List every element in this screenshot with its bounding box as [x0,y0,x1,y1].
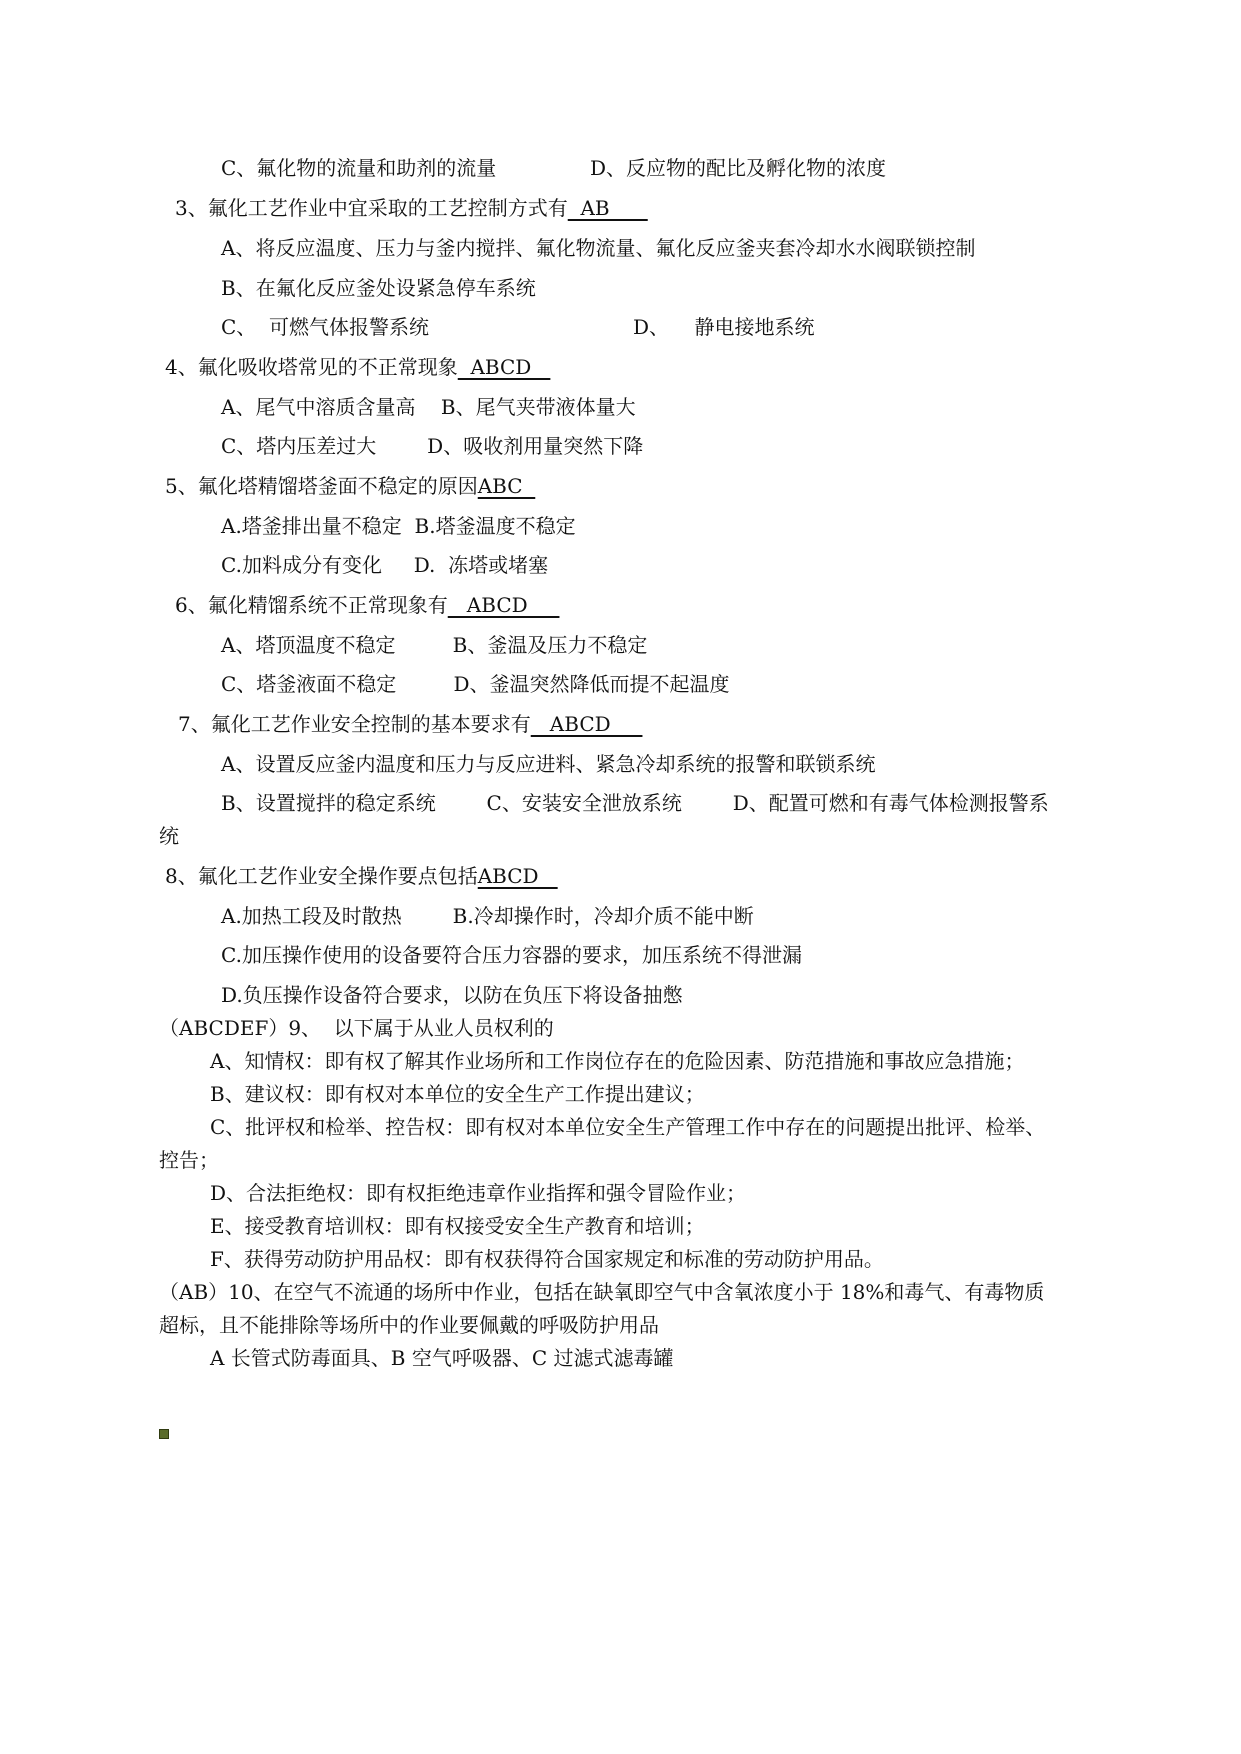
q10-options: A 长管式防毒面具、B 空气呼吸器、C 过滤式滤毒罐 [210,1346,674,1370]
q8-text: 8、氟化工艺作业安全操作要点包括 [165,864,478,888]
q5-options-cd: C.加料成分有变化 D. 冻塔或堵塞 [221,553,549,577]
q3-question [175,194,648,222]
q4-text: 4、氟化吸收塔常见的不正常现象 [165,355,458,379]
q3-option-d: D、 静电接地系统 [633,315,815,339]
q8-answer: ABCD [477,864,558,888]
q3-option-b: B、在氟化反应釜处设紧急停车系统 [221,276,536,300]
q2-option-d: D、反应物的配比及孵化物的浓度 [590,156,887,180]
q6-options-cd: C、塔釜液面不稳定 D、釜温突然降低而提不起温度 [221,672,730,696]
q8-option-d: D.负压操作设备符合要求，以防在负压下将设备抽憋 [221,983,683,1007]
q6-answer: ABCD [447,593,560,617]
q5-text: 5、氟化塔精馏塔釜面不稳定的原因 [165,474,478,498]
q2-option-c: C、氟化物的流量和助剂的流量 [221,156,497,180]
q7-wrap: 统 [159,824,179,848]
q9-question: （ABCDEF）9、 以下属于从业人员权利的 [159,1016,554,1040]
q10-question-wrap: 超标，且不能排除等场所中的作业要佩戴的呼吸防护用品 [159,1313,659,1337]
q10-question: （AB）10、在空气不流通的场所中作业，包括在缺氧即空气中含氧浓度小于 18%和毒气、有毒物质 [159,1280,1045,1304]
q5-question [165,472,535,500]
q4-options-cd: C、塔内压差过大 D、吸收剂用量突然下降 [221,434,644,458]
q7-question [178,710,642,738]
q4-answer: ABCD [457,355,551,379]
small-square-icon [159,1429,169,1439]
q3-text: 3、氟化工艺作业中宜采取的工艺控制方式有 [175,196,568,220]
q9-option-f: F、获得劳动防护用品权：即有权获得符合国家规定和标准的劳动防护用品。 [210,1247,884,1271]
q9-option-c: C、批评权和检举、控告权：即有权对本单位安全生产管理工作中存在的问题提出批评、检举、 [210,1115,1046,1139]
q9-option-a: A、知情权：即有权了解其作业场所和工作岗位存在的危险因素、防范措施和事故应急措施； [210,1049,1025,1073]
q3-answer: AB [567,196,648,220]
q8-option-c: C.加压操作使用的设备要符合压力容器的要求，加压系统不得泄漏 [221,943,802,967]
q9-option-b: B、建议权：即有权对本单位的安全生产工作提出建议； [210,1082,705,1106]
q3-option-a: A、将反应温度、压力与釜内搅拌、氟化物流量、氟化反应釜夹套冷却水水阀联锁控制 [221,236,976,260]
q7-options-bcd: B、设置搅拌的稳定系统 C、安装安全泄放系统 D、配置可燃和有毒气体检测报警系 [221,791,1049,815]
q8-question [165,862,558,890]
q3-option-c: C、 可燃气体报警系统 [221,315,430,339]
q6-text: 6、氟化精馏系统不正常现象有 [175,593,448,617]
q9-option-e: E、接受教育培训权：即有权接受安全生产教育和培训； [210,1214,705,1238]
q7-text: 7、氟化工艺作业安全控制的基本要求有 [178,712,531,736]
q4-options-ab: A、尾气中溶质含量高 B、尾气夹带液体量大 [221,395,636,419]
q6-options-ab: A、塔顶温度不稳定 B、釜温及压力不稳定 [221,633,648,657]
q8-options-ab: A.加热工段及时散热 B.冷却操作时，冷却介质不能中断 [221,904,754,928]
q9-option-c-wrap: 控告； [159,1148,219,1172]
q7-option-a: A、设置反应釜内温度和压力与反应进料、紧急冷却系统的报警和联锁系统 [221,752,876,776]
q7-answer: ABCD [530,712,643,736]
q6-question [175,591,559,619]
q9-option-d: D、合法拒绝权：即有权拒绝违章作业指挥和强令冒险作业； [210,1181,747,1205]
q4-question [165,353,550,381]
q5-options-ab: A.塔釜排出量不稳定 B.塔釜温度不稳定 [221,514,576,538]
q5-answer: ABC [477,474,536,498]
